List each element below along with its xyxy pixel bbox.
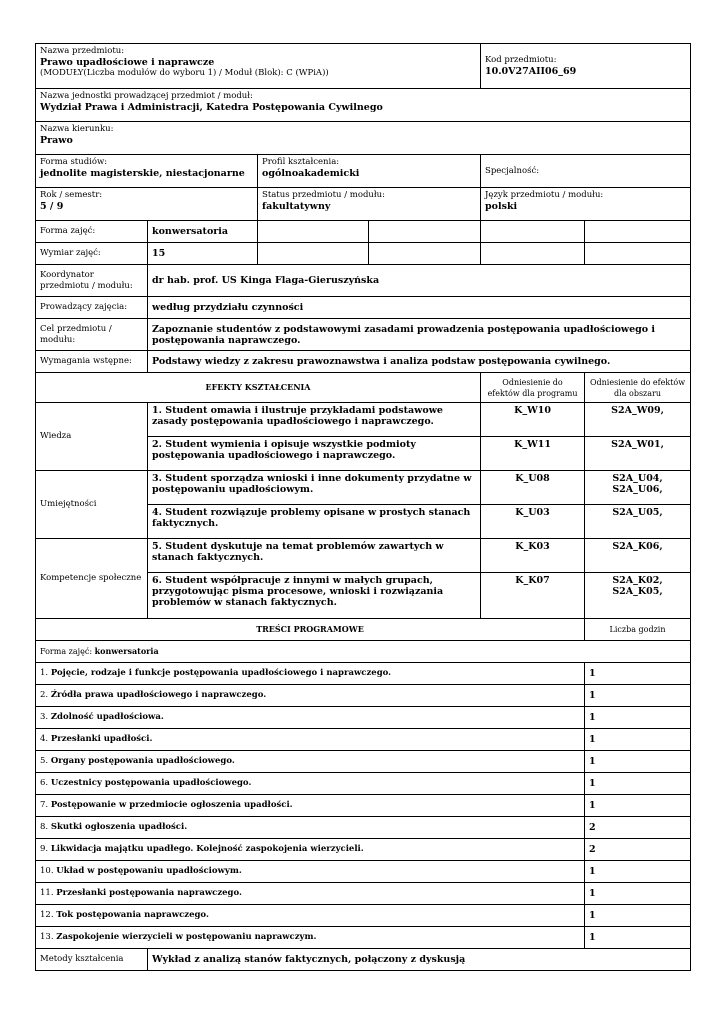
topic-number: 5. [40,756,49,766]
topic-cell [36,839,585,861]
effect-program-ref: K_U08 [481,471,585,505]
language-cell [481,188,691,221]
study-form-row [36,155,691,188]
methods-value: Wykład z analizą stanów faktycznych, połączony z dyskusją [148,949,691,971]
specialty-cell [481,155,691,188]
topic-text: Tok postępowania naprawczego. [56,910,209,920]
effect-area-ref: S2A_U04, S2A_U06, [585,471,691,505]
topic-hours: 1 [585,773,691,795]
topic-row [36,773,691,795]
program-title: TREŚCI PROGRAMOWE [36,619,585,641]
topic-cell [36,795,585,817]
effect-row [36,539,691,573]
topic-number: 8. [40,822,49,832]
course-syllabus-sheet [35,43,690,971]
topic-hours: 1 [585,685,691,707]
topic-row [36,905,691,927]
topic-number: 3. [40,712,49,722]
status-cell [258,188,481,221]
unit-label: Nazwa jednostki prowadzącej przedmiot / moduł: [40,91,253,101]
coordinator-row [36,265,691,297]
effects-title: EFEKTY KSZTAŁCENIA [36,373,481,403]
effect-text: 4. Student rozwiązuje problemy opisane w prostych stanach faktycznych. [148,505,481,539]
methods-label: Metody kształcenia [36,949,148,971]
code-cell [481,44,691,89]
topic-hours: 1 [585,795,691,817]
unit-row [36,89,691,122]
topic-row [36,795,691,817]
subject-cell [36,44,481,89]
goal-row [36,319,691,351]
empty-cell [369,221,481,243]
coordinator-label: Koordynator przedmiotu / modułu: [36,265,148,297]
class-form-row [36,221,691,243]
topic-row [36,663,691,685]
effect-text: 6. Student współpracuje z innymi w małych grupach, przygotowując pisma procesowe, wnioski i rozwiązania problemów w stanach faktycznych. [148,573,481,619]
status-label: Status przedmiotu / modułu: [262,190,385,200]
requirements-row [36,351,691,373]
direction-label: Nazwa kierunku: [40,124,114,134]
syllabus-table [35,43,691,971]
profile-value: ogólnoakademicki [262,168,360,179]
topic-hours: 1 [585,861,691,883]
topic-text: Przesłanki postępowania naprawczego. [56,888,242,898]
goal-value: Zapoznanie studentów z podstawowymi zasadami prowadzenia postępowania upadłościowego i postępowania naprawczego. [148,319,691,351]
empty-cell [481,243,585,265]
subject-module: (MODUŁY(Liczba modułów do wyboru 1) / Moduł (Blok): C (WPiA)) [40,68,329,78]
topic-cell [36,773,585,795]
topic-row [36,927,691,949]
language-label: Język przedmiotu / modułu: [485,190,604,200]
topic-number: 2. [40,690,49,700]
requirements-label: Wymagania wstępne: [36,351,148,373]
effect-row [36,403,691,437]
topic-row [36,839,691,861]
topic-number: 10. [40,866,54,876]
program-hours-header: Liczba godzin [585,619,691,641]
unit-value: Wydział Prawa i Administracji, Katedra Postępowania Cywilnego [40,102,383,113]
program-form-cell [36,641,691,663]
year-label: Rok / semestr: [40,190,103,200]
requirements-value: Podstawy wiedzy z zakresu prawoznawstwa i analiza podstaw postępowania cywilnego. [148,351,691,373]
teacher-row [36,297,691,319]
topic-number: 4. [40,734,49,744]
code-label: Kod przedmiotu: [485,55,557,65]
topic-row [36,883,691,905]
topic-cell [36,729,585,751]
profile-label: Profil kształcenia: [262,157,340,167]
effect-group-name: Umiejętności [36,471,148,539]
year-row [36,188,691,221]
direction-cell [36,122,691,155]
study-form-cell [36,155,258,188]
profile-cell [258,155,481,188]
class-form-label: Forma zajęć: [36,221,148,243]
topic-number: 1. [40,668,49,678]
effect-row [36,471,691,505]
topic-text: Skutki ogłoszenia upadłości. [50,822,188,832]
topic-cell [36,751,585,773]
topic-cell [36,861,585,883]
topic-number: 6. [40,778,49,788]
year-value: 5 / 9 [40,201,64,212]
program-header-row [36,619,691,641]
effect-area-ref: S2A_U05, [585,505,691,539]
topic-cell [36,707,585,729]
program-form-value: konwersatoria [94,646,159,656]
empty-cell [369,243,481,265]
subject-row [36,44,691,89]
hours-row [36,243,691,265]
topic-hours: 2 [585,839,691,861]
topic-hours: 1 [585,905,691,927]
study-form-value: jednolite magisterskie, niestacjonarne [40,168,245,179]
topic-number: 13. [40,932,54,942]
topic-cell [36,663,585,685]
effect-group-name: Kompetencje społeczne [36,539,148,619]
teacher-label: Prowadzący zajęcia: [36,297,148,319]
empty-cell [481,221,585,243]
topic-text: Układ w postępowaniu upadłościowym. [56,866,242,876]
topic-hours: 1 [585,707,691,729]
effects-header-row [36,373,691,403]
topic-text: Źródła prawa upadłościowego i naprawczego. [50,690,267,700]
effect-area-ref: S2A_W01, [585,437,691,471]
topic-text: Pojęcie, rodzaje i funkcje postępowania upadłościowego i naprawczego. [50,668,392,678]
topic-row [36,707,691,729]
subject-name: Prawo upadłościowe i naprawcze [40,57,215,68]
teacher-value: według przydziału czynności [148,297,691,319]
topic-cell [36,905,585,927]
hours-value: 15 [148,243,258,265]
empty-cell [585,243,691,265]
topic-text: Przesłanki upadłości. [50,734,153,744]
effect-area-ref: S2A_K06, [585,539,691,573]
direction-row [36,122,691,155]
topic-cell [36,883,585,905]
topic-cell [36,817,585,839]
effect-program-ref: K_K03 [481,539,585,573]
effect-text: 5. Student dyskutuje na temat problemów zawartych w stanach faktycznych. [148,539,481,573]
topic-text: Zdolność upadłościowa. [50,712,164,722]
effect-text: 2. Student wymienia i opisuje wszystkie podmioty postępowania upadłościowego i naprawczego. [148,437,481,471]
effects-col-area: Odniesienie do efektów dla obszaru [585,373,691,403]
topic-hours: 1 [585,751,691,773]
effect-text: 3. Student sporządza wnioski i inne dokumenty przydatne w postępowaniu upadłościowym. [148,471,481,505]
topic-row [36,861,691,883]
topic-text: Uczestnicy postępowania upadłościowego. [50,778,252,788]
topic-text: Organy postępowania upadłościowego. [50,756,235,766]
effect-area-ref: S2A_W09, [585,403,691,437]
topic-row [36,685,691,707]
topic-hours: 1 [585,927,691,949]
class-form-value: konwersatoria [148,221,258,243]
code-value: 10.0V27AII06_69 [485,66,577,77]
effect-program-ref: K_K07 [481,573,585,619]
topic-number: 9. [40,844,49,854]
effect-program-ref: K_W11 [481,437,585,471]
topic-text: Postępowanie w przedmiocie ogłoszenia upadłości. [50,800,293,810]
topic-number: 7. [40,800,49,810]
status-value: fakultatywny [262,201,331,212]
topic-hours: 2 [585,817,691,839]
topic-row [36,729,691,751]
empty-cell [258,221,369,243]
specialty-label: Specjalność: [485,165,540,176]
topic-hours: 1 [585,883,691,905]
topic-row [36,751,691,773]
coordinator-value: dr hab. prof. US Kinga Flaga-Gieruszyńska [148,265,691,297]
direction-value: Prawo [40,135,73,146]
methods-row [36,949,691,971]
language-value: polski [485,201,518,212]
topic-cell [36,927,585,949]
hours-label: Wymiar zajęć: [36,243,148,265]
effect-area-ref: S2A_K02, S2A_K05, [585,573,691,619]
unit-cell [36,89,691,122]
effects-col-program: Odniesienie do efektów dla programu [481,373,585,403]
topic-text: Zaspokojenie wierzycieli w postępowaniu naprawczym. [56,932,317,942]
empty-cell [258,243,369,265]
study-form-label: Forma studiów: [40,157,108,167]
effect-program-ref: K_W10 [481,403,585,437]
empty-cell [585,221,691,243]
program-form-row [36,641,691,663]
year-cell [36,188,258,221]
topic-hours: 1 [585,663,691,685]
topic-cell [36,685,585,707]
effect-text: 1. Student omawia i ilustruje przykładami podstawowe zasady postępowania upadłościowego i naprawczego. [148,403,481,437]
subject-label: Nazwa przedmiotu: [40,46,125,56]
topic-hours: 1 [585,729,691,751]
program-form-label: Forma zajęć: [40,647,93,656]
topic-number: 11. [40,888,54,898]
topic-row [36,817,691,839]
effect-group-name: Wiedza [36,403,148,471]
goal-label: Cel przedmiotu / modułu: [36,319,148,351]
effect-program-ref: K_U03 [481,505,585,539]
topic-text: Likwidacja majątku upadłego. Kolejność zaspokojenia wierzycieli. [50,844,364,854]
topic-number: 12. [40,910,54,920]
